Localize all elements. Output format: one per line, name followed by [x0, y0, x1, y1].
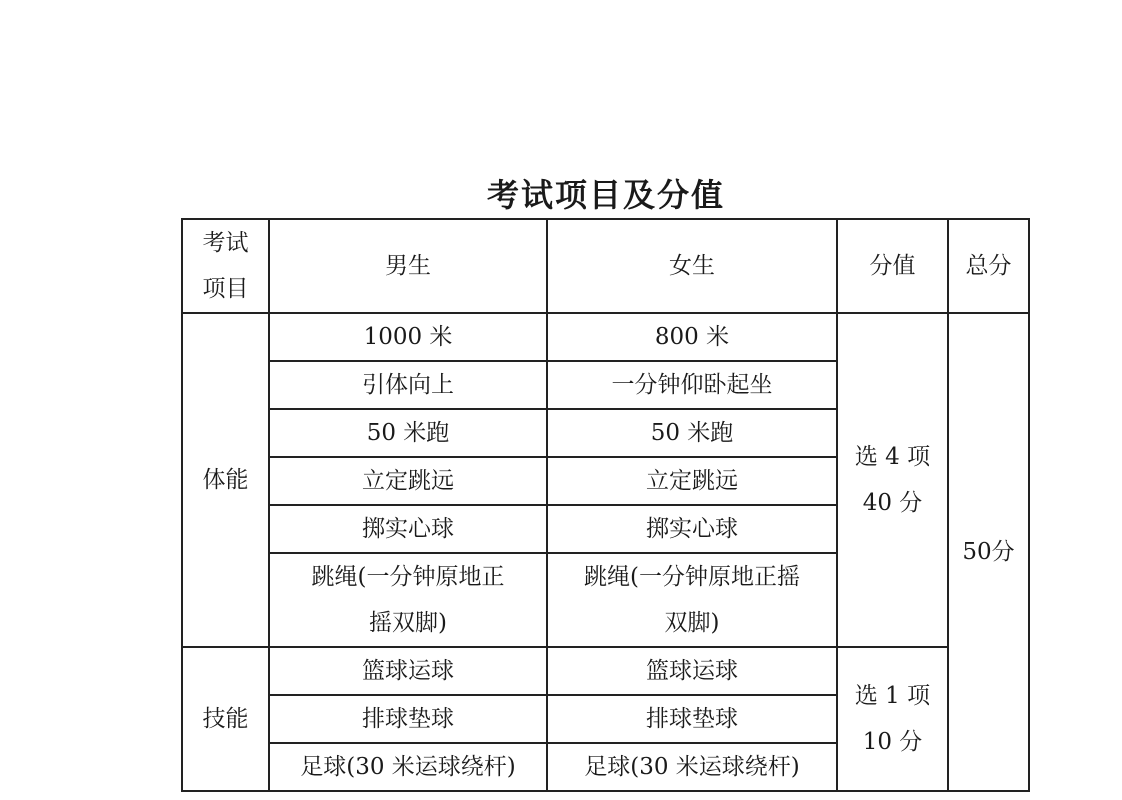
header-total: 总分: [948, 219, 1029, 313]
female-cell: 掷实心球: [547, 505, 837, 553]
male-cell: 50 米跑: [269, 409, 547, 457]
table-row: [182, 647, 1029, 695]
male-cell: 1000 米: [269, 313, 547, 361]
male-cell: 掷实心球: [269, 505, 547, 553]
document-title: 考试项目及分值: [486, 176, 725, 214]
female-cell: 跳绳(一分钟原地正摇 双脚): [547, 553, 837, 647]
total-cell: 50分: [948, 313, 1029, 791]
exam-items-table: [181, 218, 1030, 792]
male-cell: 篮球运球: [269, 647, 547, 695]
female-cell: 立定跳远: [547, 457, 837, 505]
female-cell: 篮球运球: [547, 647, 837, 695]
female-cell: 一分钟仰卧起坐: [547, 361, 837, 409]
male-cell: 足球(30 米运球绕杆): [269, 743, 547, 791]
header-item: 考试 项目: [182, 219, 269, 313]
header-row: [182, 219, 1029, 313]
female-cell: 800 米: [547, 313, 837, 361]
female-cell: 50 米跑: [547, 409, 837, 457]
category-cell: 技能: [182, 647, 269, 791]
male-cell: 跳绳(一分钟原地正 摇双脚): [269, 553, 547, 647]
male-cell: 立定跳远: [269, 457, 547, 505]
category-cell: 体能: [182, 313, 269, 647]
header-female: 女生: [547, 219, 837, 313]
header-score: 分值: [837, 219, 948, 313]
male-cell: 引体向上: [269, 361, 547, 409]
male-cell: 排球垫球: [269, 695, 547, 743]
female-cell: 足球(30 米运球绕杆): [547, 743, 837, 791]
score-cell: 选 1 项 10 分: [837, 647, 948, 791]
score-cell: 选 4 项 40 分: [837, 313, 948, 647]
female-cell: 排球垫球: [547, 695, 837, 743]
table-row: [182, 313, 1029, 361]
header-male: 男生: [269, 219, 547, 313]
